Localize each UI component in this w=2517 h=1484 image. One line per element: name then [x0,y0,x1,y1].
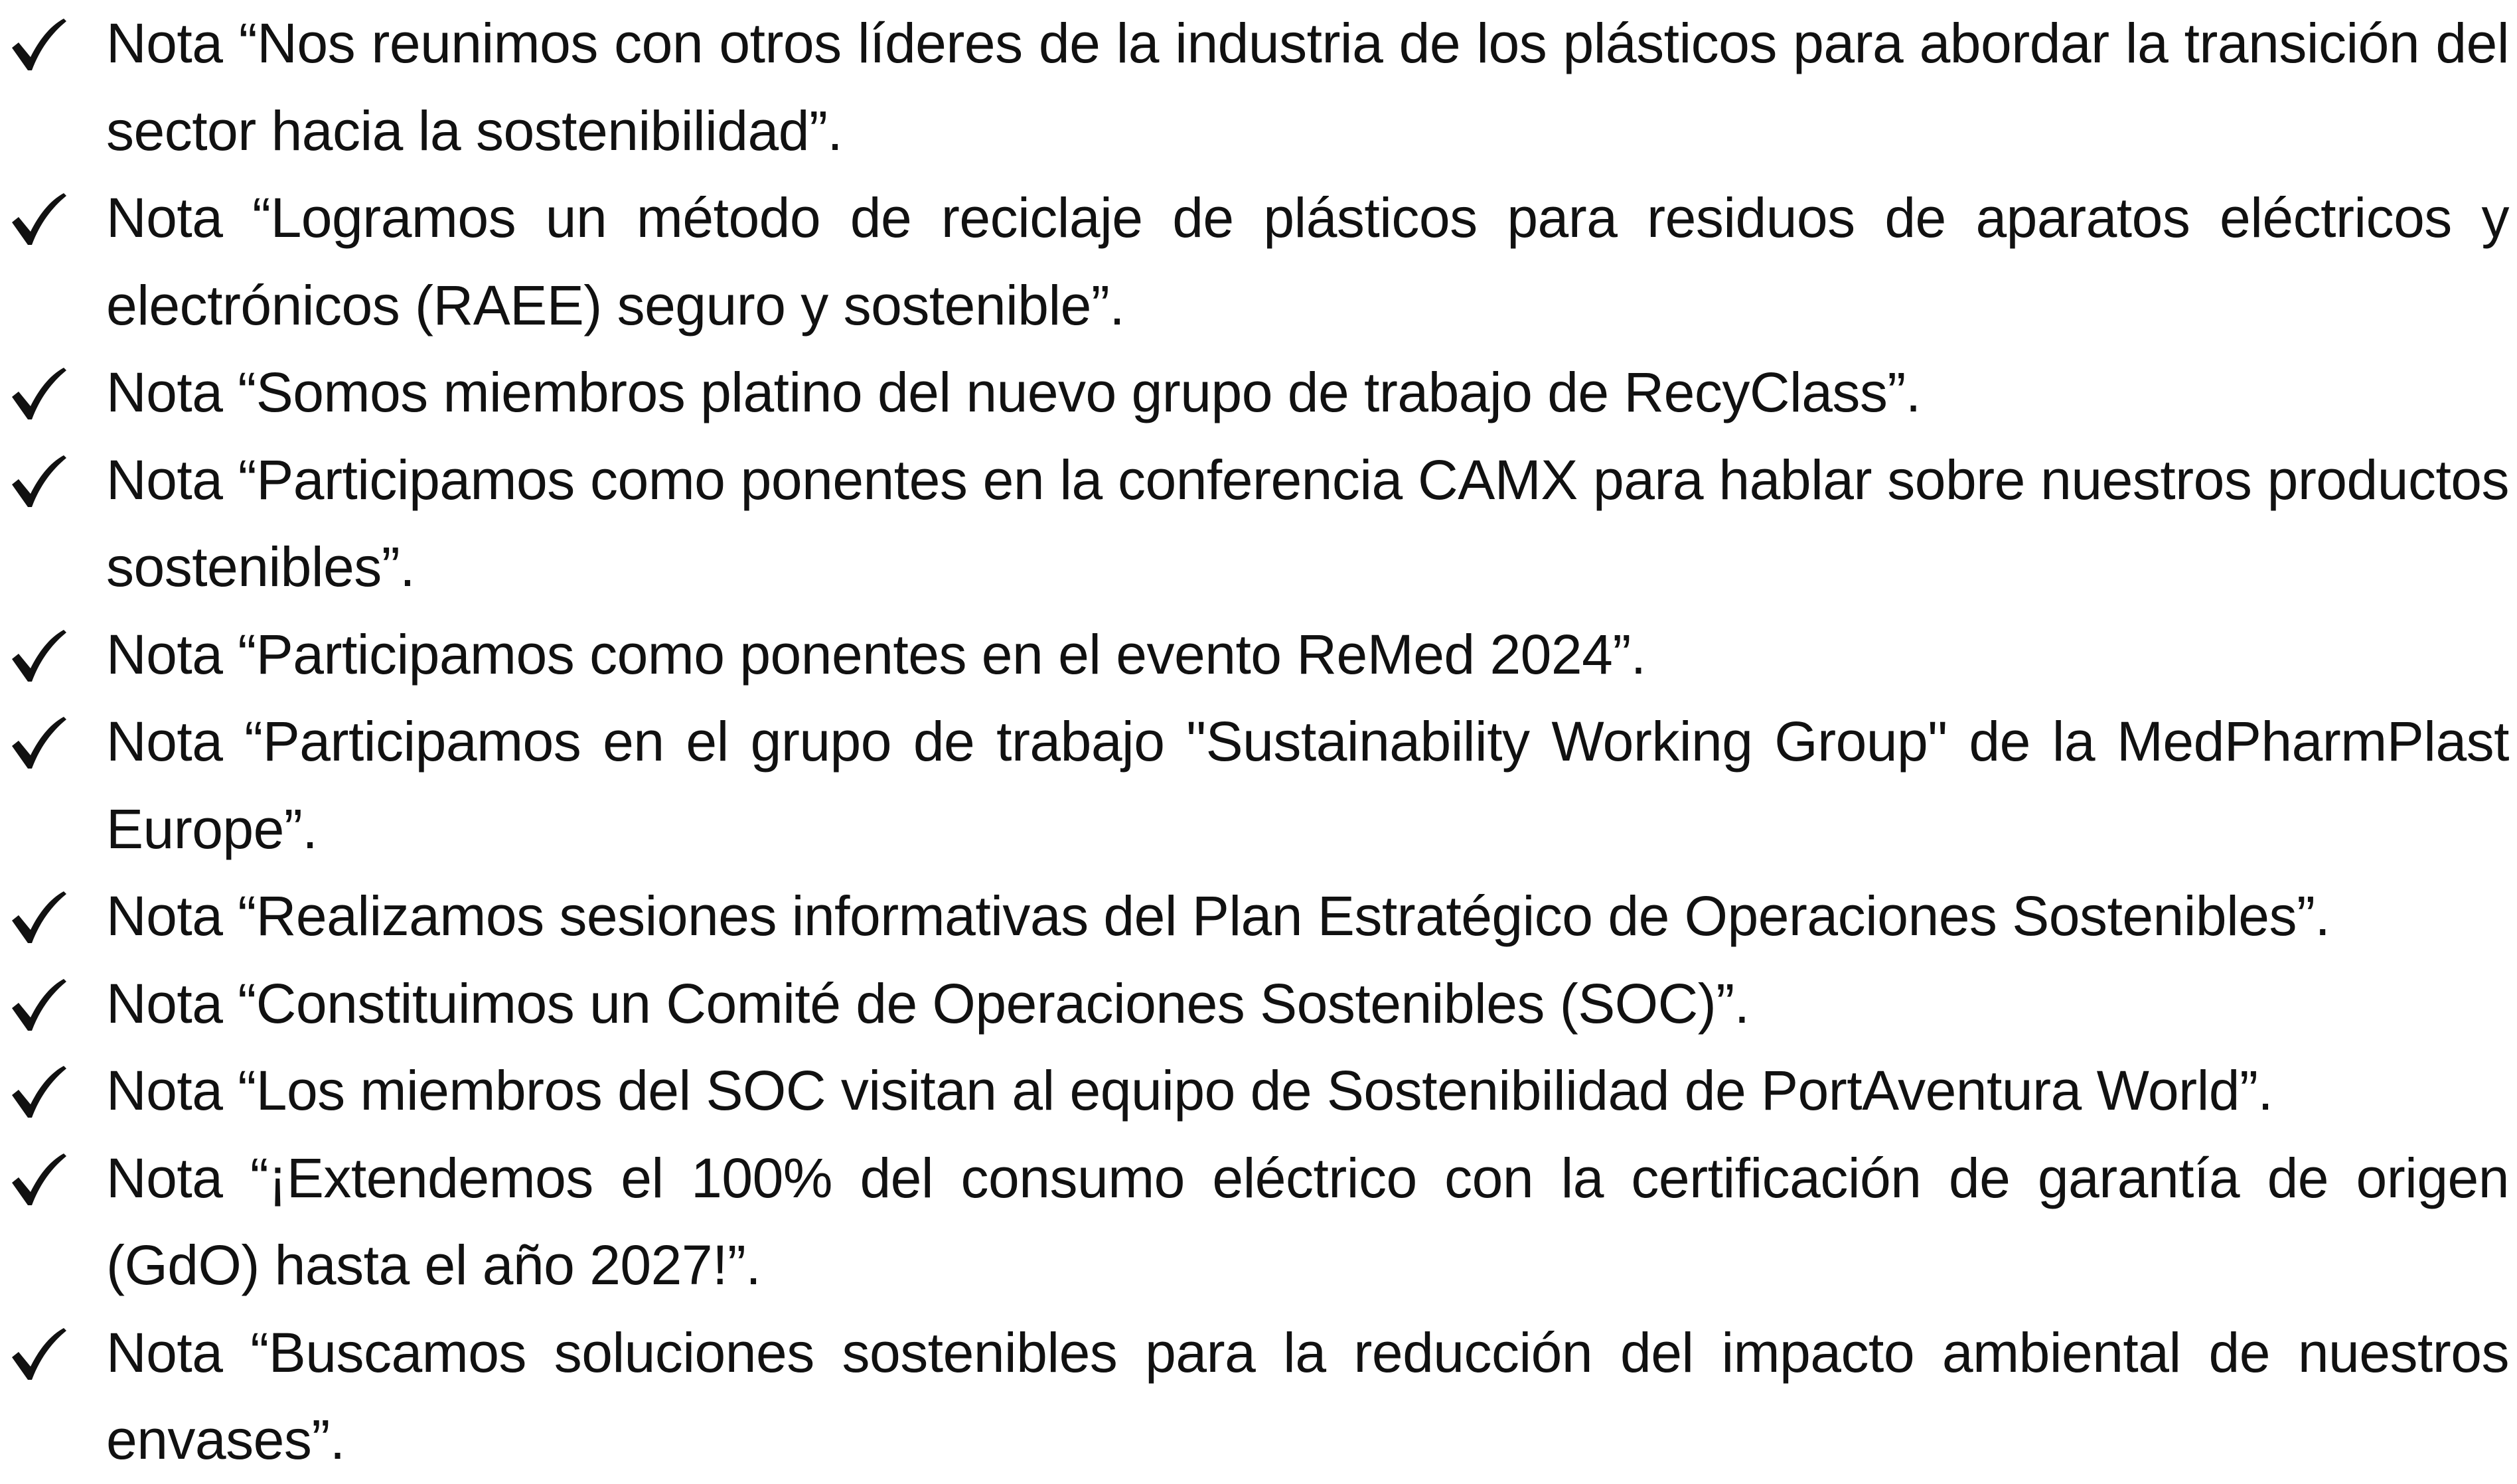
list-item [0,349,2509,437]
checkmark-icon [8,15,68,74]
checkmark-icon [8,975,68,1035]
checkmark-icon [8,713,68,773]
checkmark-icon [8,364,68,423]
item-text: Nota “Participamos en el grupo de trabajo "Sustainability Working Group" de la MedPharmPlast Europe”. [106,710,2509,860]
item-text: Nota “Realizamos sesiones informativas del Plan Estratégico de Operaciones Sostenibles”. [106,885,2330,947]
item-text: Nota “Los miembros del SOC visitan al equipo de Sostenibilidad de PortAventura World”. [106,1059,2273,1122]
list-item [0,960,2509,1048]
checkmark-icon [8,189,68,249]
item-text: Nota “Constituimos un Comité de Operaciones Sostenibles (SOC)”. [106,972,1750,1035]
list-item [0,1135,2509,1309]
list-item [0,1309,2509,1484]
list-item [0,698,2509,873]
checkmark-icon [8,1150,68,1209]
list-item [0,1047,2509,1135]
item-text: Nota “Buscamos soluciones sostenibles para la reducción del impacto ambiental de nuestros envases”. [106,1321,2509,1471]
checkmark-icon [8,887,68,947]
list-item [0,0,2509,175]
item-text: Nota “Participamos como ponentes en el evento ReMed 2024”. [106,623,1646,686]
item-text: Nota “Participamos como ponentes en la conferencia CAMX para hablar sobre nuestros productos sostenibles”. [106,448,2509,598]
checkmark-icon [8,626,68,686]
list-item [0,175,2509,349]
item-text: Nota “¡Extendemos el 100% del consumo eléctrico con la certificación de garantía de origen (GdO) hasta el año 2027!”. [106,1146,2509,1296]
item-text: Nota “Logramos un método de reciclaje de plásticos para residuos de aparatos eléctricos y electrónicos (RAEE) seguro y sostenible”. [106,186,2509,336]
list-item [0,437,2509,611]
list-item [0,611,2509,699]
item-text: Nota “Somos miembros platino del nuevo grupo de trabajo de RecyClass”. [106,361,1921,423]
checkmark-icon [8,451,68,511]
checkmark-icon [8,1324,68,1384]
list-item [0,873,2509,960]
item-text: Nota “Nos reunimos con otros líderes de la industria de los plásticos para abordar la transición del sector hacia la sostenibilidad”. [106,12,2509,162]
checkmark-icon [8,1062,68,1122]
